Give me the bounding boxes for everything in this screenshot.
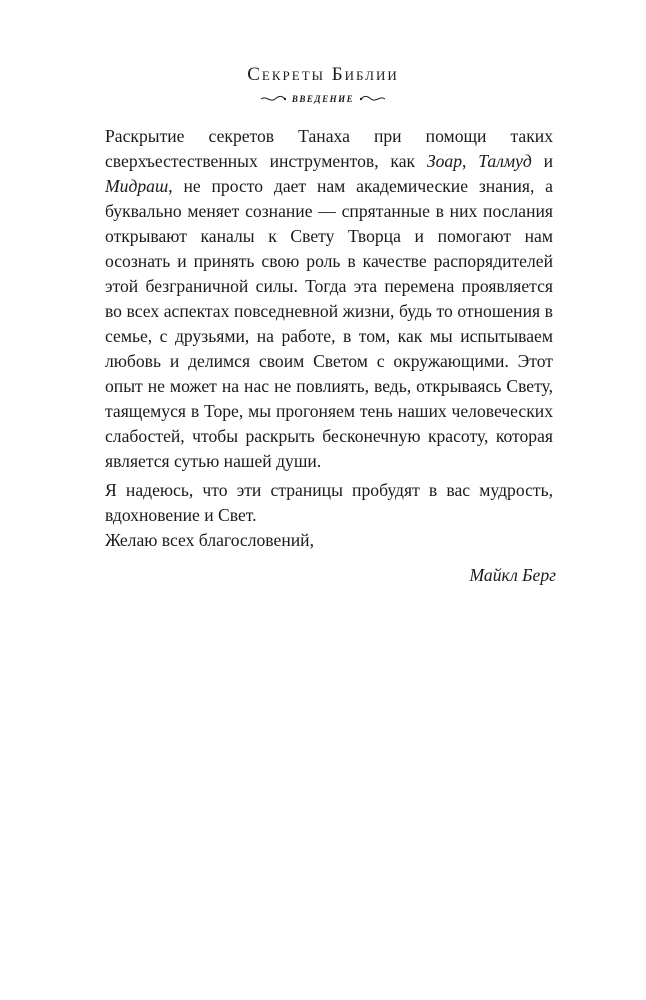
section-header [0,92,646,106]
book-talmud: Талмуд [478,151,532,171]
separator-and: и [531,151,554,171]
author-signature: Майкл Берг [469,565,556,585]
book-zoar: Зоар [426,151,463,171]
book-title: Секреты Библии [247,64,399,85]
section-label: ВВЕДЕНИЕ [291,94,355,104]
separator-comma: , [462,151,479,171]
running-header [0,64,646,106]
book-midrash: Мидраш [105,176,169,196]
left-flourish-icon [260,94,286,104]
paragraph-intro [105,124,553,474]
paragraph-hope: Я надеюсь, что эти страницы пробудят в вас мудрость, вдохновение и Свет. [105,480,553,525]
paragraph-text-continued: , не просто дает нам академические знания, а буквально меняет сознание — спрятанные в них послания открывают каналы к Свету Творца и помогают нам осознать и принять свою роль в качестве распорядителей этой безграничной силы. Тогда эта перемена проявляется во всех аспектах повседневной жизни, будь то отношения в семье, с друзьями, на работе, в том, как мы испытываем любовь и делимся своим Светом с окружающими. Этот опыт не может на нас не повлиять, ведь, открываясь Свету, таящемуся в Торе, мы прогоняем тень наших человеческих слабостей, чтобы раскрыть бесконечную красоту, которая является сутью нашей души. [105,176,553,471]
paragraph-blessing: Желаю всех благословений, [105,530,314,550]
paragraph-text: Раскрытие секретов Танаха при помощи таких сверхъестественных инструментов, как [105,126,553,171]
right-flourish-icon [360,94,386,104]
